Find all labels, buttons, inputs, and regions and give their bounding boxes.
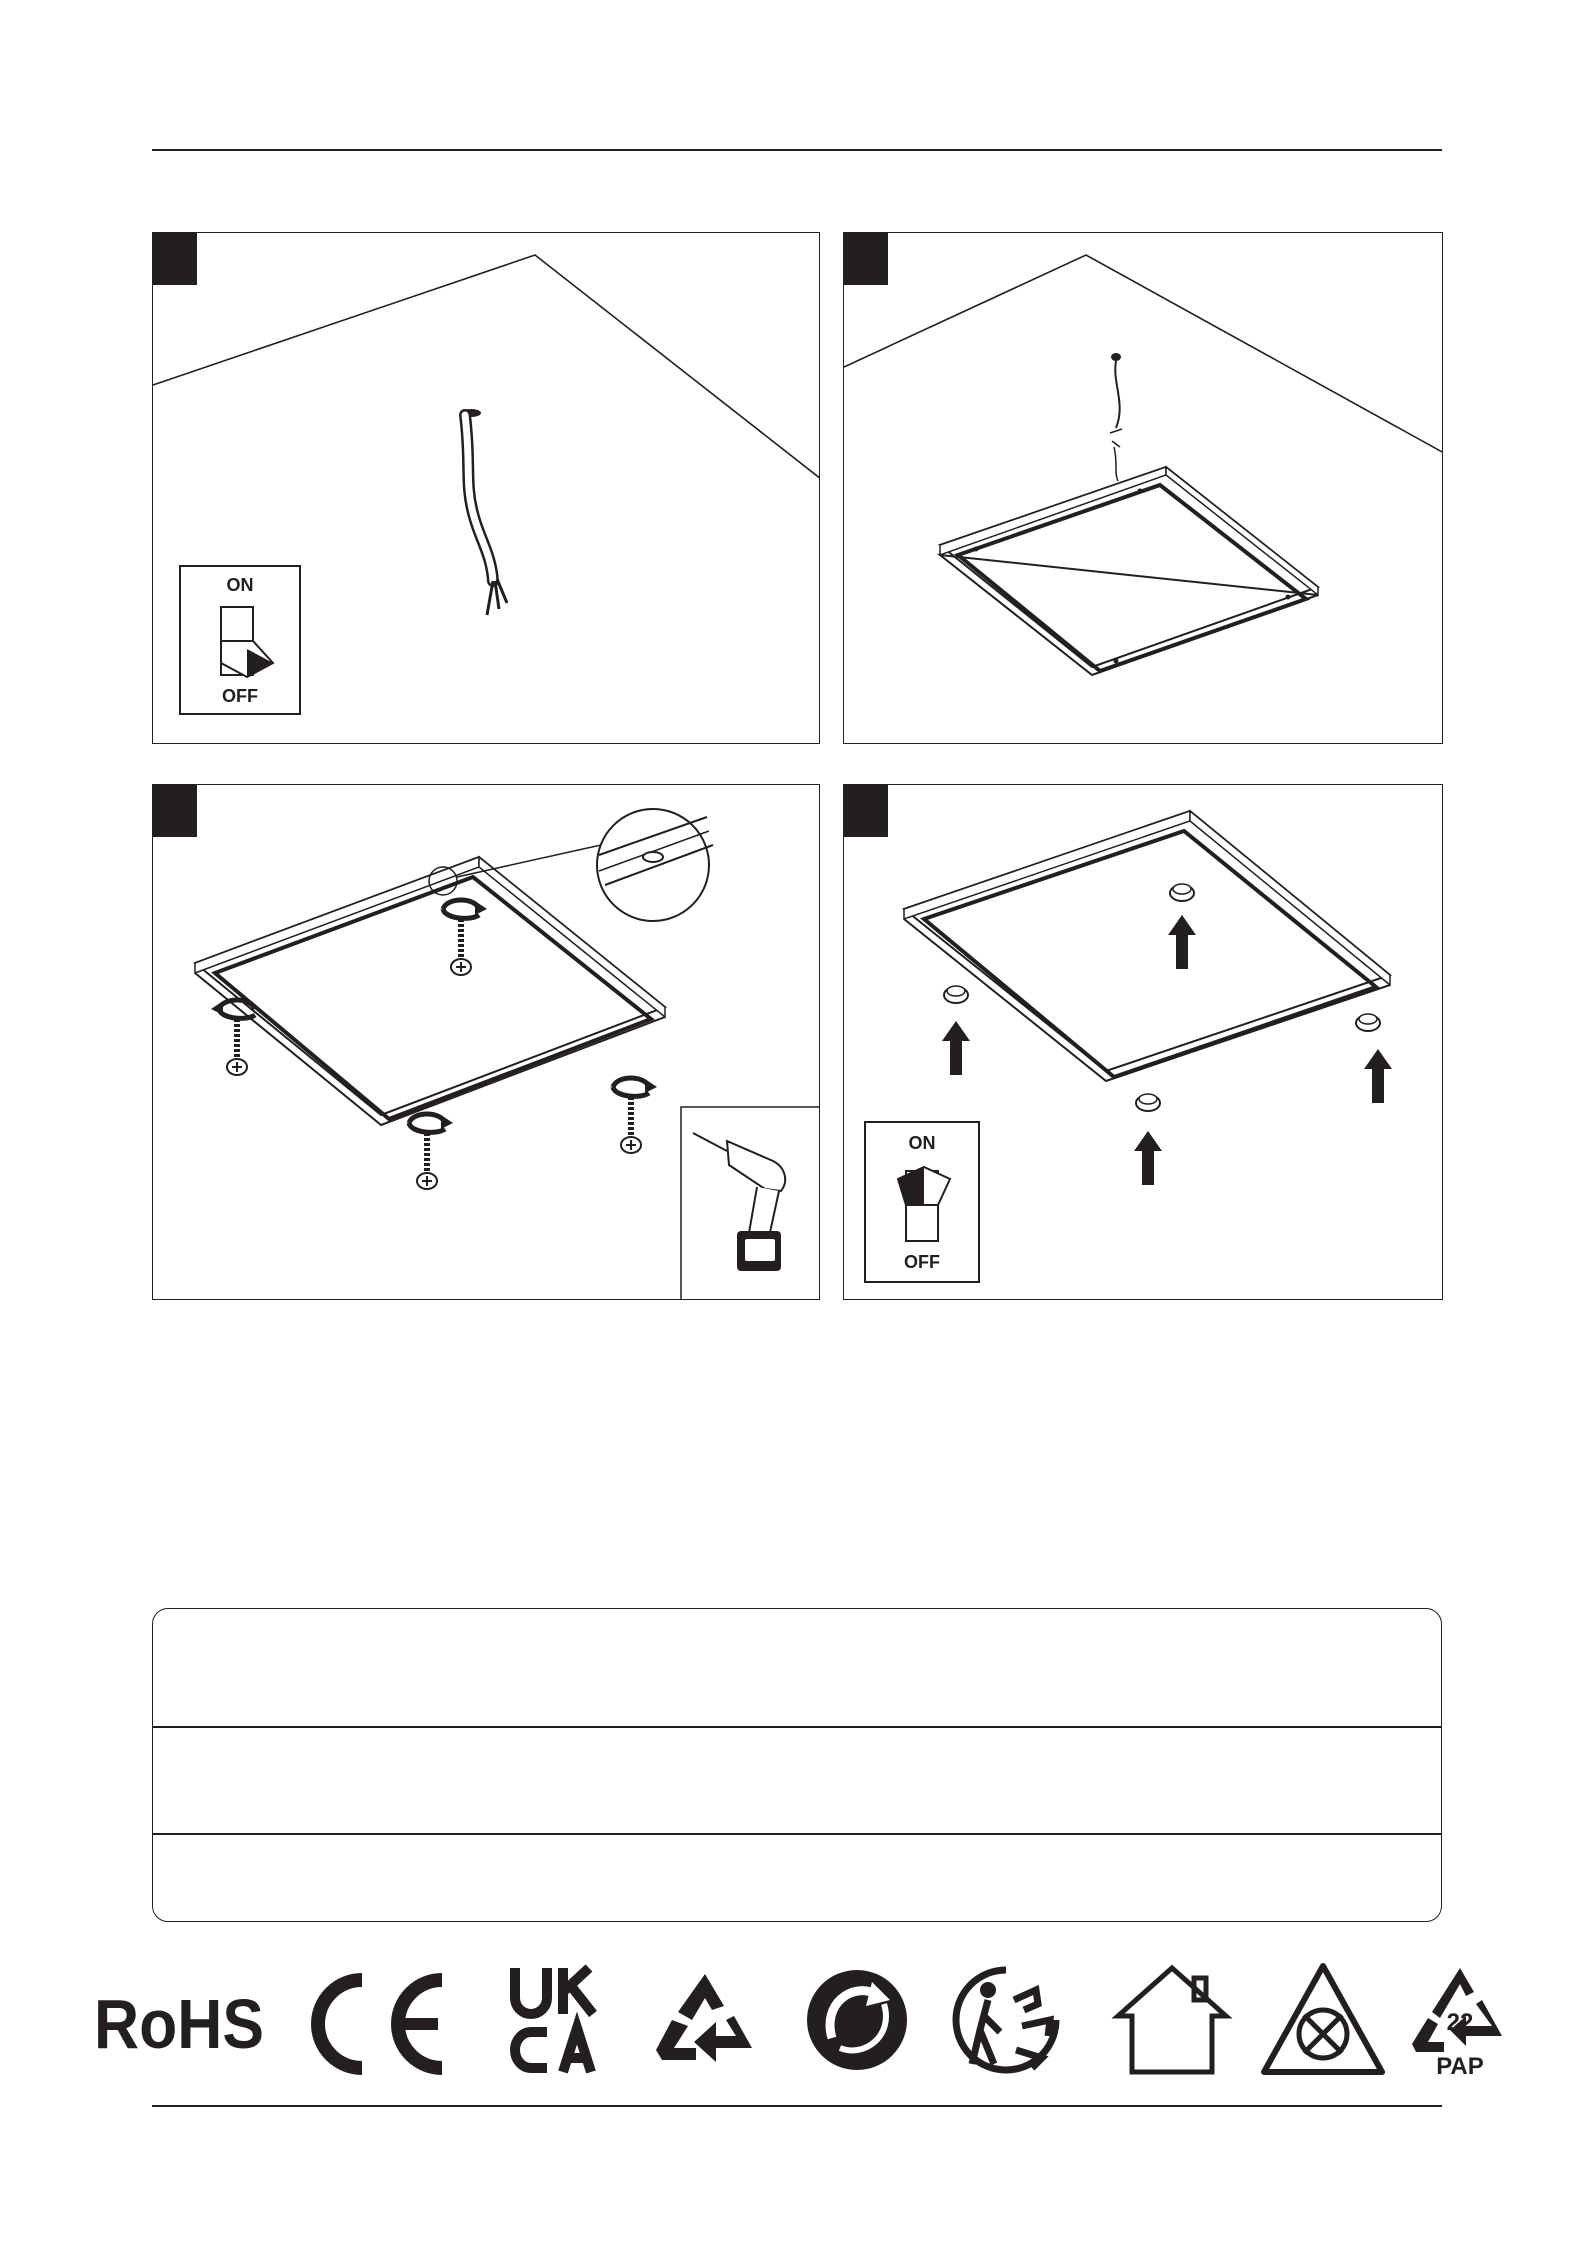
cap-icon xyxy=(1356,1014,1380,1031)
recycle-icon xyxy=(650,1960,760,2080)
cap-icon xyxy=(944,986,968,1003)
info-row xyxy=(153,1609,1441,1726)
ceiling-cable xyxy=(461,409,507,615)
switch-off-label: OFF xyxy=(904,1252,940,1272)
led-panel-frame xyxy=(940,467,1318,675)
step-2-panel xyxy=(843,232,1443,744)
power-switch-on xyxy=(864,1121,980,1283)
ukca-mark-icon xyxy=(505,1960,615,2080)
step-4-badge xyxy=(844,785,888,837)
green-dot-icon xyxy=(802,1960,912,2080)
step-1-panel xyxy=(152,232,820,744)
pap-recycle-code-icon xyxy=(1410,1960,1510,2080)
bottom-rule xyxy=(152,2105,1442,2107)
step-3-panel xyxy=(152,784,820,1300)
step-4-panel xyxy=(843,784,1443,1300)
step-1-badge xyxy=(153,233,197,285)
rohs-mark xyxy=(90,1960,270,2080)
info-row xyxy=(153,1727,1441,1833)
up-arrow-icon xyxy=(1134,1131,1162,1185)
triman-icon xyxy=(950,1960,1062,2080)
screw-icon xyxy=(409,1114,453,1189)
screw-icon xyxy=(211,1000,255,1075)
indoor-use-house-icon xyxy=(1108,1960,1238,2080)
info-box xyxy=(152,1608,1442,1922)
step-3-badge xyxy=(153,785,197,837)
ceiling-wire xyxy=(1110,353,1122,481)
switch-off-label: OFF xyxy=(222,686,258,706)
step-3-illustration xyxy=(153,785,820,1300)
rohs-label: RoHS xyxy=(94,1985,264,2063)
up-arrow-icon xyxy=(942,1021,970,1075)
top-rule xyxy=(152,149,1442,151)
pap-number: 22 xyxy=(1446,2009,1474,2036)
screw-icon xyxy=(613,1078,657,1153)
certification-marks xyxy=(90,1960,1510,2080)
cap-icon xyxy=(1136,1094,1160,1111)
up-arrow-icon xyxy=(1364,1049,1392,1103)
cap-icon xyxy=(1170,884,1194,901)
drill-inset xyxy=(681,1107,820,1300)
step-2-badge xyxy=(844,233,888,285)
no-cover-triangle-icon xyxy=(1258,1960,1388,2080)
switch-on-label: ON xyxy=(908,1133,936,1153)
step-2-illustration xyxy=(844,233,1443,744)
ce-mark-icon xyxy=(300,1960,450,2080)
switch-on-label: ON xyxy=(226,575,254,595)
pap-label: PAP xyxy=(1436,2053,1484,2080)
led-panel-frame xyxy=(195,857,665,1125)
info-row xyxy=(153,1834,1441,1920)
led-panel-frame xyxy=(904,811,1390,1081)
power-switch-off xyxy=(179,565,301,715)
